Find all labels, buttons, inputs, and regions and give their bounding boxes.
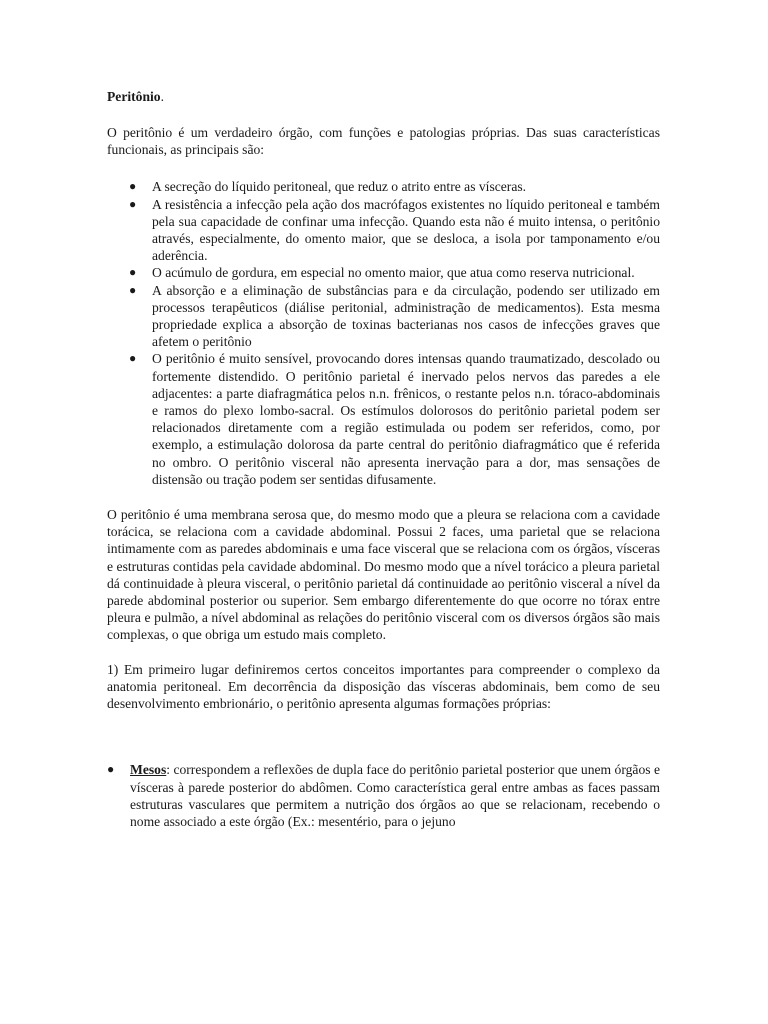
term-mesos: Mesos (130, 762, 167, 778)
formations-list (107, 761, 660, 830)
list-item (107, 761, 660, 830)
document-page (107, 88, 660, 830)
characteristics-list (107, 178, 660, 488)
bullet-icon: ● (129, 196, 137, 211)
bullet-icon: ● (129, 265, 137, 280)
body-paragraph: O peritônio é uma membrana serosa que, do mesmo modo que a pleura se relaciona com a cavidade torácica, se relaciona com a cavidade abdominal. Possui 2 faces, uma parietal que se relaciona intimamente com as paredes abdominais e uma face visceral que se relaciona com os órgãos, vísceras e estruturas contidas pela cavidade abdominal. Do mesmo modo que a nível torácico a pleura parietal dá continuidade à pleura visceral, o peritônio parietal dá continuidade ao peritônio visceral a nível da parede abdominal posterior ou superior. Sem embargo diferentemente do que ocorre no tórax entre pleura e pulmão, a nível abdominal as relações do peritônio visceral com os diversos órgãos são mais complexas, o que obriga um estudo mais completo. (107, 507, 660, 643)
intro-paragraph: O peritônio é um verdadeiro órgão, com funções e patologias próprias. Das suas características funcionais, as principais são: (107, 125, 660, 158)
page-title (107, 88, 660, 108)
list-item-text: O acúmulo de gordura, em especial no omento maior, que atua como reserva nutricional. (152, 265, 635, 281)
list-item (107, 178, 660, 195)
list-item-text: A secreção do líquido peritoneal, que reduz o atrito entre as vísceras. (152, 179, 527, 195)
bullet-icon: ● (129, 179, 137, 194)
body-paragraph-numbered: 1) Em primeiro lugar definiremos certos conceitos importantes para compreender o complexo da anatomia peritoneal. Em decorrência da disposição das vísceras abdominais, bem como de seu desenvolvimento embrionário, o peritônio apresenta algumas formações próprias: (107, 661, 660, 712)
list-item-text: A resistência a infecção pela ação dos macrófagos existentes no líquido peritoneal e também pela sua capacidade de confinar uma infecção. Quando esta não é muito intensa, o peritônio através, especialmente, do omento maior, que se desloca, a isola por tamponamento e/ou aderência. (152, 196, 660, 264)
bullet-icon: ● (129, 351, 137, 366)
title-text: Peritônio (107, 89, 161, 104)
bullet-icon: ● (107, 762, 115, 777)
list-item-text: A absorção e a eliminação de substâncias para e da circulação, podendo ser utilizado em processos terapêuticos (diálise peritonial, administração de medicamentos). Esta mesma propriedade explica a absorção de toxinas bacterianas nos casos de infecções graves que afetem o peritônio (152, 282, 660, 350)
list-item (107, 282, 660, 351)
list-item-text: : correspondem a reflexões de dupla face do peritônio parietal posterior que unem órgãos e vísceras à parede posterior do abdômen. Como característica geral entre ambas as faces passam estruturas vasculares que permitem a nutrição dos órgãos ao que se relacionam, recebendo o nome associado a este órgão (Ex.: mesentério, para o jejuno (130, 762, 660, 829)
list-item (107, 264, 660, 281)
list-item (107, 350, 660, 488)
list-item (107, 196, 660, 265)
bullet-icon: ● (129, 282, 137, 297)
title-suffix: . (160, 89, 165, 104)
list-item-text: O peritônio é muito sensível, provocando dores intensas quando traumatizado, descolado ou fortemente distendido. O peritônio parietal é inervado pelos nervos das paredes a ele adjacentes: a parte diafragmática pelos n.n. frênicos, o restante pelos n.n. tóraco-abdominais e ramos do plexo lombo-sacral. Os estímulos dolorosos do peritônio parietal podem ser relacionados diretamente com a região estimulada ou podem ser referidos, como, por exemplo, a estimulação dolorosa da parte central do peritônio diafragmático que é referida no ombro. O peritônio visceral não apresenta inervação para a dor, mas sensações de distensão ou tração podem ser sentidas difusamente. (152, 351, 660, 487)
